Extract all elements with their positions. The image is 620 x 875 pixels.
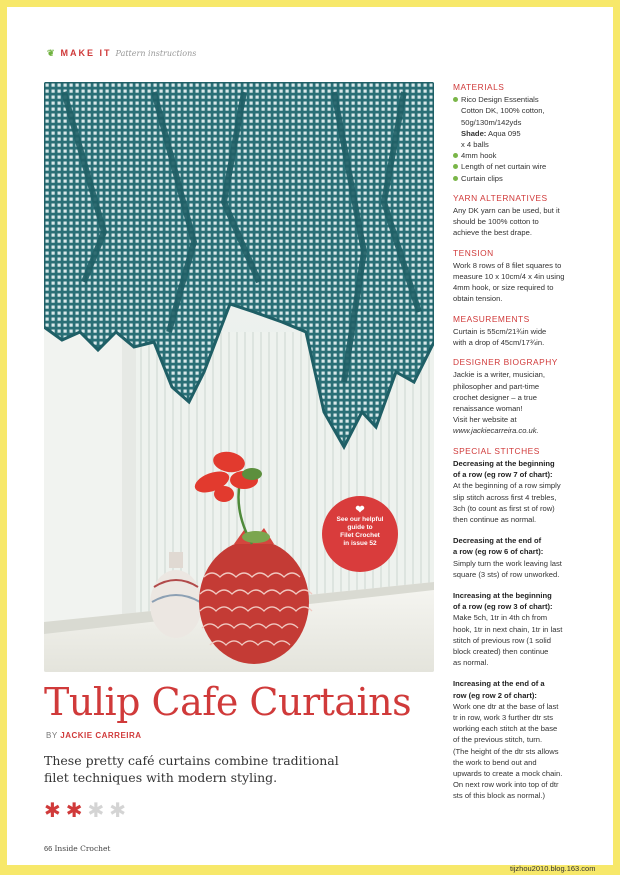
stitch-body-line: then continue as normal. [453,514,537,524]
promo-line: in issue 52 [343,540,377,547]
materials-heading: MATERIALS [453,82,505,92]
text-line: should be 100% cotton to [453,217,539,227]
yarn-line: 50g/130m/142yds [461,117,522,127]
stitch-heading-line: of a row (eg row 3 of chart): [453,602,553,612]
tension-heading: TENSION [453,247,494,258]
stitch-heading-line: Decreasing at the end of [453,536,542,546]
text-line: renaissance woman! [453,404,523,414]
stitch-body-line: sts of this block as normal.) [453,791,546,801]
difficulty-star-empty-icon: ✱ [87,800,105,822]
designer-biography-heading: DESIGNER BIOGRAPHY [453,357,558,368]
designer-website-link[interactable]: www.jackiecarreira.co.uk. [453,426,539,436]
byline-prefix: BY [46,731,58,740]
difficulty-star-empty-icon: ✱ [109,800,127,822]
author-name: JACKIE CARREIRA [60,731,142,740]
article-intro: These pretty café curtains combine traditional filet techniques with modern styling. [44,753,339,785]
section-label: MAKE IT [60,48,112,58]
materials-yarn-item [453,94,593,150]
stitch-body-line: upwards to create a mock chain. [453,768,563,778]
byline [46,731,142,740]
page-number: 66 [44,844,53,853]
stitch-heading-line: Increasing at the end of a [453,679,545,689]
text-line: Curtain is 55cm/21¾in wide [453,326,547,336]
yarn-line: Rico Design Essentials [461,95,539,105]
stitch-body-line: Simply turn the work leaving last [453,558,562,568]
stitch-heading-line: of a row (eg row 7 of chart): [453,470,553,480]
text-line: Jackie is a writer, musician, [453,370,545,380]
difficulty-star-filled-icon: ✱ [44,800,61,822]
pattern-sidebar [453,82,593,812]
text-line: Work 8 rows of 8 filet squares to [453,260,562,270]
yarn-alternatives-heading: YARN ALTERNATIVES [453,192,548,203]
difficulty-star-filled-icon: ✱ [65,800,83,822]
article-title: Tulip Cafe Curtains [44,680,412,724]
balls-line: x 4 balls [461,140,489,150]
stitch-instruction [453,678,593,801]
stitch-instruction [453,535,593,580]
heart-icon: ❤ [355,504,365,516]
designer-biography-text [453,369,593,436]
stitch-body-line: Work one dtr at the base of last [453,701,559,711]
materials-item: Length of net curtain wire [453,161,593,172]
stitch-body-line: working each stitch at the base [453,724,558,734]
stitch-body-line: the work to bend out and [453,757,537,767]
source-credit: tijzhou2010.blog.163.com [510,864,596,873]
tension-text [453,260,593,305]
promo-line: Filet Crochet [340,532,380,539]
page-folio [44,844,110,853]
stitch-instruction [453,590,593,668]
difficulty-rating [44,801,126,821]
stitch-body-line: Make 5ch, 1tr in 4th ch from [453,613,548,623]
curtain-photo-illustration [44,82,434,672]
yarn-alternatives-text [453,205,593,239]
stitch-body-line: (The height of the dtr sts allows [453,746,559,756]
leaf-icon: ❦ [47,48,55,58]
text-line: with a drop of 45cm/17¾in. [453,338,545,348]
stitch-body-line: At the beginning of a row simply [453,481,561,491]
stitch-body-line: of the previous stitch, turn. [453,735,543,745]
stitch-instruction [453,458,593,525]
magazine-name: Inside Crochet [54,844,111,853]
text-line: Any DK yarn can be used, but it [453,206,560,216]
measurements-heading: MEASUREMENTS [453,313,530,324]
materials-item: 4mm hook [453,150,593,161]
materials-list [453,94,593,184]
promo-line: See our helpful [336,516,384,523]
stitch-body-line: block created) then continue [453,646,549,656]
stitch-heading-line: Decreasing at the beginning [453,458,555,468]
stitch-body-line: stitch of previous row (1 solid [453,635,551,645]
stitch-body-line: 3ch (to count as first st of row) [453,503,555,513]
shade-label: Shade: [461,128,487,138]
text-line: obtain tension. [453,294,503,304]
materials-item: Curtain clips [453,173,593,184]
stitch-body-line: tr in row, work 3 further dtr sts [453,712,554,722]
stitch-body-line: as normal. [453,658,489,668]
shade-line [461,128,593,139]
stitch-body-line: square (3 sts) of row unworked. [453,569,560,579]
stitch-body-line: On next row work into top of dtr [453,780,559,790]
text-line: crochet designer – a true [453,392,538,402]
special-stitches-list [453,458,593,802]
section-header [47,48,196,59]
stitch-heading-line: Increasing at the beginning [453,590,552,600]
text-line: achieve the best drape. [453,228,532,238]
special-stitches-heading: SPECIAL STITCHES [453,445,540,456]
curtain-photo [44,82,434,672]
shade-value: Aqua 095 [488,128,521,138]
stitch-heading-line: a row (eg row 6 of chart): [453,547,544,557]
section-subtitle: Pattern instructions [115,49,197,58]
text-line: Visit her website at [453,415,517,425]
text-line: 4mm hook, or size required to [453,283,554,293]
stitch-body-line: slip stitch across first 4 trebles, [453,492,557,502]
stitch-heading-line: row (eg row 2 of chart): [453,690,537,700]
yarn-line: Cotton DK, 100% cotton, [461,106,545,116]
stitch-body-line: hook, 1tr in next chain, 1tr in last [453,624,563,634]
text-line: measure 10 x 10cm/4 x 4in using [453,272,565,282]
text-line: philosopher and part-time [453,381,540,391]
promo-line: guide to [347,524,373,531]
filet-guide-promo-badge[interactable] [322,496,398,572]
measurements-text [453,326,593,348]
